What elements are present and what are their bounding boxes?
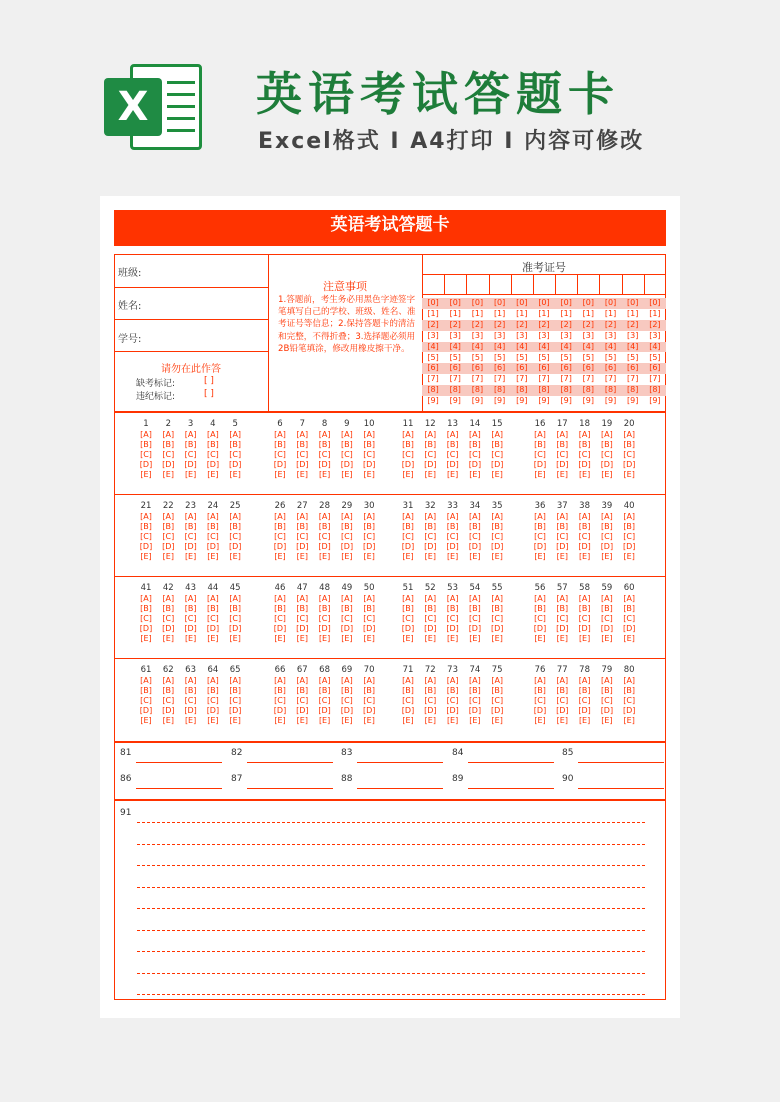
- question-options[interactable]: [A] [B] [C] [D] [E]: [468, 512, 482, 561]
- question-options[interactable]: [A] [B] [C] [D] [E]: [318, 430, 331, 479]
- question-number: 49: [341, 583, 353, 593]
- question-number: 10: [363, 419, 375, 429]
- excel-x-badge: X: [104, 78, 162, 136]
- question-number: 41: [140, 583, 152, 593]
- question-options[interactable]: [A] [B] [C] [D] [E]: [600, 594, 614, 643]
- question-number: 37: [556, 501, 568, 511]
- fill-in-number: 87: [231, 774, 243, 784]
- exam-digit-column[interactable]: [0] [1] [2] [3] [4] [5] [6] [7] [8] [9]: [471, 298, 484, 406]
- violation-label: 违纪标记:: [136, 392, 176, 402]
- notice-title: 注意事项: [323, 280, 367, 293]
- question-options[interactable]: [A] [B] [C] [D] [E]: [468, 430, 482, 479]
- question-options[interactable]: [A] [B] [C] [D] [E]: [600, 512, 614, 561]
- essay-writing-line[interactable]: [137, 973, 645, 974]
- question-number: 11: [402, 419, 414, 429]
- question-number: 63: [185, 665, 196, 675]
- question-options[interactable]: [A] [B] [C] [D] [E]: [296, 676, 309, 725]
- question-options[interactable]: [A] [B] [C] [D] [E]: [446, 594, 459, 643]
- question-number: 13: [447, 419, 458, 429]
- banner-title: 英语考试答题卡: [256, 67, 620, 121]
- question-options[interactable]: [A] [B] [C] [D] [E]: [556, 512, 569, 561]
- exam-number-column-divider: [577, 274, 578, 294]
- question-options[interactable]: [A] [B] [C] [D] [E]: [340, 512, 354, 561]
- question-options[interactable]: [A] [B] [C] [D] [E]: [533, 594, 547, 643]
- question-number: 17: [556, 419, 568, 429]
- question-options[interactable]: [A] [B] [C] [D] [E]: [622, 594, 636, 643]
- question-number: 61: [140, 665, 152, 675]
- question-options[interactable]: [A] [B] [C] [D] [E]: [139, 676, 153, 725]
- question-options[interactable]: [A] [B] [C] [D] [E]: [184, 512, 197, 561]
- fill-in-blank-line[interactable]: [247, 762, 333, 763]
- question-number: 29: [341, 501, 353, 511]
- question-number: 28: [319, 501, 330, 511]
- fill-in-blank-line[interactable]: [136, 762, 222, 763]
- exam-digit-column[interactable]: [0] [1] [2] [3] [4] [5] [6] [7] [8] [9]: [582, 298, 595, 406]
- exam-number-column-divider: [489, 274, 490, 294]
- question-number: 47: [296, 583, 308, 593]
- fill-in-number: 85: [562, 748, 574, 758]
- exam-digit-column[interactable]: [0] [1] [2] [3] [4] [5] [6] [7] [8] [9]: [649, 298, 661, 406]
- question-options[interactable]: [A] [B] [C] [D] [E]: [401, 594, 415, 643]
- question-number: 30: [363, 501, 375, 511]
- question-options[interactable]: [A] [B] [C] [D] [E]: [622, 430, 636, 479]
- question-options[interactable]: [A] [B] [C] [D] [E]: [228, 676, 242, 725]
- question-number: 19: [601, 419, 613, 429]
- question-number: 78: [579, 665, 590, 675]
- question-number: 14: [469, 419, 481, 429]
- question-number: 77: [556, 665, 568, 675]
- question-options[interactable]: [A] [B] [C] [D] [E]: [206, 430, 220, 479]
- question-options[interactable]: [A] [B] [C] [D] [E]: [600, 430, 614, 479]
- question-options[interactable]: [A] [B] [C] [D] [E]: [556, 676, 569, 725]
- question-options[interactable]: [A] [B] [C] [D] [E]: [184, 594, 197, 643]
- question-number: 45: [229, 583, 241, 593]
- question-number: 68: [319, 665, 330, 675]
- name-label: 姓名:: [118, 301, 142, 312]
- question-options[interactable]: [A] [B] [C] [D] [E]: [296, 512, 309, 561]
- question-options[interactable]: [A] [B] [C] [D] [E]: [318, 676, 331, 725]
- exam-number-column-divider: [599, 274, 600, 294]
- question-options[interactable]: [A] [B] [C] [D] [E]: [318, 594, 331, 643]
- question-options[interactable]: [A] [B] [C] [D] [E]: [490, 676, 504, 725]
- question-number: 69: [341, 665, 353, 675]
- question-options[interactable]: [A] [B] [C] [D] [E]: [578, 512, 591, 561]
- question-options[interactable]: [A] [B] [C] [D] [E]: [162, 676, 175, 725]
- exam-number-column-divider: [466, 274, 467, 294]
- question-options[interactable]: [A] [B] [C] [D] [E]: [424, 512, 437, 561]
- question-options[interactable]: [A] [B] [C] [D] [E]: [578, 430, 591, 479]
- fill-in-blank-line[interactable]: [578, 762, 664, 763]
- absent-mark-box[interactable]: [ ]: [204, 376, 214, 386]
- question-number: 75: [491, 665, 503, 675]
- question-options[interactable]: [A] [B] [C] [D] [E]: [446, 676, 459, 725]
- question-options[interactable]: [A] [B] [C] [D] [E]: [401, 676, 415, 725]
- question-options[interactable]: [A] [B] [C] [D] [E]: [296, 430, 309, 479]
- question-number: 60: [623, 583, 635, 593]
- question-options[interactable]: [A] [B] [C] [D] [E]: [362, 676, 376, 725]
- question-options[interactable]: [A] [B] [C] [D] [E]: [533, 676, 547, 725]
- exam-digit-column[interactable]: [0] [1] [2] [3] [4] [5] [6] [7] [8] [9]: [449, 298, 461, 406]
- question-number: 35: [491, 501, 503, 511]
- essay-writing-line[interactable]: [137, 822, 645, 823]
- question-options[interactable]: [A] [B] [C] [D] [E]: [296, 594, 309, 643]
- question-number: 65: [229, 665, 241, 675]
- question-options[interactable]: [A] [B] [C] [D] [E]: [228, 512, 242, 561]
- question-number: 1: [143, 419, 149, 429]
- question-number: 39: [601, 501, 613, 511]
- question-number: 9: [344, 419, 350, 429]
- essay-writing-line[interactable]: [137, 844, 645, 845]
- question-number: 21: [140, 501, 152, 511]
- question-options[interactable]: [A] [B] [C] [D] [E]: [228, 430, 242, 479]
- fill-in-number: 84: [452, 748, 464, 758]
- answer-sheet-paper: [100, 196, 680, 1018]
- question-options[interactable]: [A] [B] [C] [D] [E]: [556, 594, 569, 643]
- question-number: 36: [534, 501, 546, 511]
- violation-mark-box[interactable]: [ ]: [204, 389, 214, 399]
- question-number: 48: [319, 583, 330, 593]
- question-number: 20: [623, 419, 635, 429]
- question-options[interactable]: [A] [B] [C] [D] [E]: [401, 512, 415, 561]
- question-options[interactable]: [A] [B] [C] [D] [E]: [468, 594, 482, 643]
- question-options[interactable]: [A] [B] [C] [D] [E]: [446, 512, 459, 561]
- sheet-title: 英语考试答题卡: [114, 210, 666, 246]
- essay-writing-line[interactable]: [137, 951, 645, 952]
- absent-label: 缺考标记:: [136, 379, 176, 389]
- question-number: 25: [229, 501, 241, 511]
- fill-in-number: 83: [341, 748, 353, 758]
- question-options[interactable]: [A] [B] [C] [D] [E]: [533, 430, 547, 479]
- exam-digit-column[interactable]: [0] [1] [2] [3] [4] [5] [6] [7] [8] [9]: [627, 298, 639, 406]
- question-options[interactable]: [A] [B] [C] [D] [E]: [318, 512, 331, 561]
- question-number: 27: [296, 501, 308, 511]
- exam-digit-column[interactable]: [0] [1] [2] [3] [4] [5] [6] [7] [8] [9]: [560, 298, 572, 406]
- excel-logo-icon: [100, 56, 210, 156]
- question-number: 12: [424, 419, 436, 429]
- question-number: 54: [469, 583, 481, 593]
- question-number: 16: [534, 419, 546, 429]
- question-number: 6: [277, 419, 283, 429]
- question-options[interactable]: [A] [B] [C] [D] [E]: [340, 676, 354, 725]
- exam-digit-column[interactable]: [0] [1] [2] [3] [4] [5] [6] [7] [8] [9]: [427, 298, 439, 406]
- question-number: 67: [296, 665, 308, 675]
- question-number: 40: [623, 501, 635, 511]
- question-options[interactable]: [A] [B] [C] [D] [E]: [162, 430, 175, 479]
- fill-in-number: 82: [231, 748, 243, 758]
- question-number: 43: [185, 583, 196, 593]
- question-options[interactable]: [A] [B] [C] [D] [E]: [184, 430, 197, 479]
- question-options[interactable]: [A] [B] [C] [D] [E]: [206, 594, 220, 643]
- question-options[interactable]: [A] [B] [C] [D] [E]: [362, 512, 376, 561]
- question-options[interactable]: [A] [B] [C] [D] [E]: [139, 512, 153, 561]
- question-options[interactable]: [A] [B] [C] [D] [E]: [600, 676, 614, 725]
- question-number: 32: [424, 501, 436, 511]
- fill-in-section: [114, 742, 666, 800]
- question-number: 23: [185, 501, 196, 511]
- exam-digit-column[interactable]: [0] [1] [2] [3] [4] [5] [6] [7] [8] [9]: [604, 298, 617, 406]
- question-number: 56: [534, 583, 546, 593]
- fill-in-number: 81: [120, 748, 132, 758]
- question-options[interactable]: [A] [B] [C] [D] [E]: [424, 430, 437, 479]
- question-options[interactable]: [A] [B] [C] [D] [E]: [490, 430, 504, 479]
- question-options[interactable]: [A] [B] [C] [D] [E]: [622, 676, 636, 725]
- question-number: 80: [623, 665, 635, 675]
- question-options[interactable]: [A] [B] [C] [D] [E]: [468, 676, 482, 725]
- student-id-label: 学号:: [118, 334, 142, 345]
- question-number: 52: [424, 583, 436, 593]
- essay-number: 91: [120, 808, 132, 818]
- question-options[interactable]: [A] [B] [C] [D] [E]: [424, 676, 437, 725]
- question-number: 15: [491, 419, 503, 429]
- question-number: 24: [207, 501, 219, 511]
- essay-section: [114, 800, 666, 1000]
- exam-number-column-divider: [511, 274, 512, 294]
- fill-in-number: 90: [562, 774, 574, 784]
- question-number: 66: [274, 665, 286, 675]
- fill-in-blank-line[interactable]: [468, 788, 554, 789]
- question-number: 44: [207, 583, 219, 593]
- fill-in-blank-line[interactable]: [578, 788, 664, 789]
- notice-panel: [268, 254, 422, 412]
- notice-text: 1.答题前，考生务必用黑色字迹签字笔填写自己的学校、班级、姓名、准考证号等信息；2.保持答题卡的清洁和完整，不得折叠；3.选择题必须用2B铅笔填涂，修改用橡皮擦干净。: [278, 295, 416, 354]
- question-options[interactable]: [A] [B] [C] [D] [E]: [622, 512, 636, 561]
- question-options[interactable]: [A] [B] [C] [D] [E]: [490, 512, 504, 561]
- question-number: 26: [274, 501, 286, 511]
- question-options[interactable]: [A] [B] [C] [D] [E]: [340, 430, 354, 479]
- fill-in-number: 89: [452, 774, 464, 784]
- class-label: 班级:: [118, 268, 142, 279]
- essay-writing-line[interactable]: [137, 994, 645, 995]
- question-options[interactable]: [A] [B] [C] [D] [E]: [184, 676, 197, 725]
- question-number: 58: [579, 583, 590, 593]
- question-options[interactable]: [A] [B] [C] [D] [E]: [162, 594, 175, 643]
- question-options[interactable]: [A] [B] [C] [D] [E]: [139, 430, 153, 479]
- exam-number-label: 准考证号: [522, 261, 566, 274]
- question-number: 62: [162, 665, 174, 675]
- question-options[interactable]: [A] [B] [C] [D] [E]: [362, 594, 376, 643]
- exam-digit-column[interactable]: [0] [1] [2] [3] [4] [5] [6] [7] [8] [9]: [516, 298, 528, 406]
- question-number: 64: [207, 665, 219, 675]
- question-options[interactable]: [A] [B] [C] [D] [E]: [533, 512, 547, 561]
- question-number: 7: [299, 419, 305, 429]
- question-number: 38: [579, 501, 590, 511]
- exam-number-column-divider: [555, 274, 556, 294]
- question-number: 76: [534, 665, 546, 675]
- question-number: 46: [274, 583, 286, 593]
- essay-writing-line[interactable]: [137, 930, 645, 931]
- banner-subtitle: Excel格式 I A4打印 I 内容可修改: [258, 129, 645, 154]
- question-number: 4: [210, 419, 216, 429]
- question-number: 3: [187, 419, 194, 429]
- question-options[interactable]: [A] [B] [C] [D] [E]: [273, 676, 287, 725]
- question-options[interactable]: [A] [B] [C] [D] [E]: [162, 512, 175, 561]
- question-options[interactable]: [A] [B] [C] [D] [E]: [273, 594, 287, 643]
- question-number: 34: [469, 501, 481, 511]
- fill-in-blank-line[interactable]: [247, 788, 333, 789]
- question-number: 50: [363, 583, 375, 593]
- question-number: 53: [447, 583, 458, 593]
- exam-digit-column[interactable]: [0] [1] [2] [3] [4] [5] [6] [7] [8] [9]: [493, 298, 506, 406]
- question-number: 8: [321, 419, 328, 429]
- question-number: 59: [601, 583, 613, 593]
- question-options[interactable]: [A] [B] [C] [D] [E]: [273, 430, 287, 479]
- question-options[interactable]: [A] [B] [C] [D] [E]: [490, 594, 504, 643]
- question-options[interactable]: [A] [B] [C] [D] [E]: [556, 430, 569, 479]
- question-number: 72: [424, 665, 436, 675]
- question-options[interactable]: [A] [B] [C] [D] [E]: [578, 594, 591, 643]
- question-number: 33: [447, 501, 458, 511]
- question-number: 42: [162, 583, 174, 593]
- exam-number-column-divider: [444, 274, 445, 294]
- fill-in-blank-line[interactable]: [357, 762, 443, 763]
- fill-in-blank-line[interactable]: [468, 762, 554, 763]
- question-options[interactable]: [A] [B] [C] [D] [E]: [424, 594, 437, 643]
- banner: [0, 0, 780, 190]
- question-number: 73: [447, 665, 458, 675]
- essay-writing-line[interactable]: [137, 865, 645, 866]
- question-number: 2: [165, 419, 171, 429]
- question-number: 5: [232, 419, 238, 429]
- question-number: 71: [402, 665, 414, 675]
- question-options[interactable]: [A] [B] [C] [D] [E]: [139, 594, 153, 643]
- question-options[interactable]: [A] [B] [C] [D] [E]: [228, 594, 242, 643]
- question-options[interactable]: [A] [B] [C] [D] [E]: [206, 676, 220, 725]
- essay-writing-line[interactable]: [137, 887, 645, 888]
- question-number: 22: [162, 501, 174, 511]
- question-number: 31: [402, 501, 414, 511]
- question-number: 51: [402, 583, 414, 593]
- question-options[interactable]: [A] [B] [C] [D] [E]: [273, 512, 287, 561]
- fill-in-blank-line[interactable]: [357, 788, 443, 789]
- question-number: 55: [491, 583, 503, 593]
- question-number: 57: [556, 583, 568, 593]
- question-options[interactable]: [A] [B] [C] [D] [E]: [362, 430, 376, 479]
- question-number: 18: [579, 419, 590, 429]
- question-options[interactable]: [A] [B] [C] [D] [E]: [446, 430, 459, 479]
- exam-number-column-divider: [644, 274, 645, 294]
- question-options[interactable]: [A] [B] [C] [D] [E]: [340, 594, 354, 643]
- no-write-notice: 请勿在此作答: [161, 364, 221, 375]
- exam-number-column-divider: [622, 274, 623, 294]
- fill-in-blank-line[interactable]: [136, 788, 222, 789]
- fill-in-number: 86: [120, 774, 132, 784]
- fill-in-number: 88: [341, 774, 353, 784]
- question-options[interactable]: [A] [B] [C] [D] [E]: [401, 430, 415, 479]
- essay-writing-line[interactable]: [137, 908, 645, 909]
- exam-number-column-divider: [533, 274, 534, 294]
- question-number: 74: [469, 665, 481, 675]
- question-number: 79: [601, 665, 613, 675]
- question-number: 70: [363, 665, 375, 675]
- exam-digit-column[interactable]: [0] [1] [2] [3] [4] [5] [6] [7] [8] [9]: [538, 298, 550, 406]
- question-options[interactable]: [A] [B] [C] [D] [E]: [206, 512, 220, 561]
- question-options[interactable]: [A] [B] [C] [D] [E]: [578, 676, 591, 725]
